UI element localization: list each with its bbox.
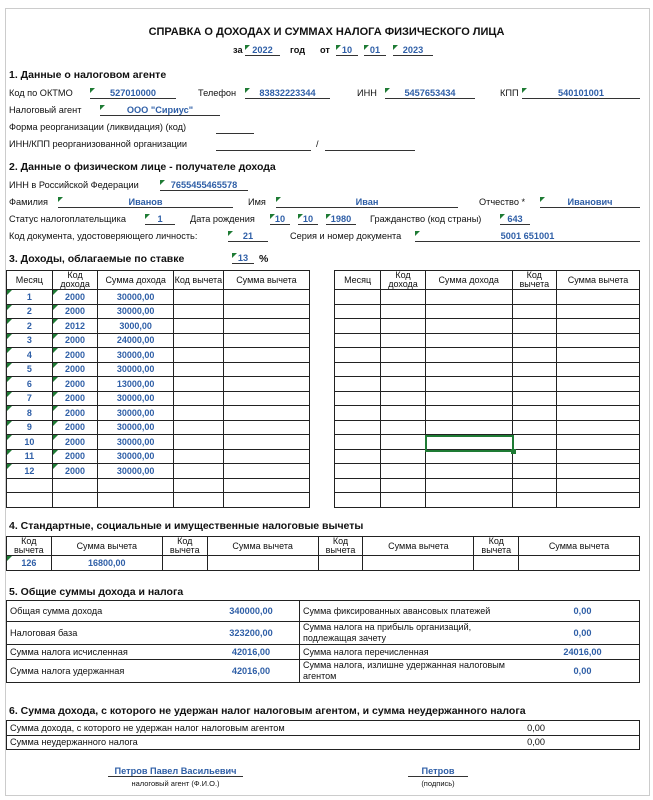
deduction-code-cell[interactable]: [173, 290, 223, 305]
deduction-sum-cell[interactable]: [557, 333, 640, 348]
income-sum-cell[interactable]: 3000,00: [98, 319, 173, 334]
total-left-label: Налоговая база: [7, 622, 204, 645]
section5-title: 5. Общие суммы дохода и налога: [9, 586, 184, 598]
income-code-cell[interactable]: [381, 478, 425, 493]
deduction-sum-cell[interactable]: [223, 304, 309, 319]
income-row: [7, 333, 310, 348]
income-row: [335, 333, 640, 348]
document-title: СПРАВКА О ДОХОДАХ И СУММАХ НАЛОГА ФИЗИЧЕСКОГО ЛИЦА: [148, 26, 505, 38]
total-left-value[interactable]: 340000,00: [203, 601, 300, 622]
deduction-code-cell[interactable]: [173, 464, 223, 479]
income-code-cell[interactable]: [381, 348, 425, 363]
income-sum-cell[interactable]: [425, 464, 512, 479]
income-sum-cell[interactable]: 30000,00: [98, 420, 173, 435]
deduction-sum-cell[interactable]: [223, 464, 309, 479]
income-row: [335, 391, 640, 406]
deduction-code-cell[interactable]: [173, 449, 223, 464]
year-suffix: год: [290, 45, 306, 55]
total-right-label: Сумма налога на прибыль организаций, подлежащая зачету: [300, 622, 527, 645]
income-row: [335, 290, 640, 305]
income-row: [335, 420, 640, 435]
date-month-field[interactable]: 01: [364, 45, 386, 56]
patronymic-field[interactable]: Иванович: [540, 197, 640, 208]
income-sum-cell[interactable]: 30000,00: [98, 406, 173, 421]
deduction-code-cell[interactable]: [512, 435, 556, 450]
deduction-code-cell[interactable]: [512, 391, 556, 406]
col-deduction-sum: Сумма вычета: [51, 537, 162, 556]
deduction-sum-cell[interactable]: [223, 333, 309, 348]
col-deduction-code: Код вычета: [512, 271, 556, 290]
income-row: [335, 406, 640, 421]
month-cell[interactable]: [335, 304, 381, 319]
agent-name-field[interactable]: Петров Павел Васильевич: [108, 766, 243, 777]
month-cell[interactable]: 12: [7, 464, 53, 479]
month-cell[interactable]: 5: [7, 362, 53, 377]
income-row: [335, 348, 640, 363]
income-row: [7, 420, 310, 435]
deductions-row: [7, 556, 640, 571]
income-row: [7, 493, 310, 508]
income-row: [7, 377, 310, 392]
phone-label: Телефон: [198, 88, 237, 98]
income-code-cell[interactable]: 2000: [52, 406, 98, 421]
income-code-cell[interactable]: [381, 362, 425, 377]
month-cell[interactable]: [335, 435, 381, 450]
person-inn-label: ИНН в Российской Федерации: [9, 180, 139, 190]
deduction-code-cell[interactable]: [512, 449, 556, 464]
reorg-form-label: Форма реорганизации (ликвидация) (код): [9, 122, 187, 132]
income-code-cell[interactable]: [52, 493, 98, 508]
month-cell[interactable]: [7, 478, 53, 493]
deduction-code-cell[interactable]: [512, 333, 556, 348]
deduction-sum-cell[interactable]: [557, 478, 640, 493]
totals-row: [7, 645, 640, 660]
income-sum-cell[interactable]: [98, 478, 173, 493]
unwithheld-tax-value[interactable]: 0,00: [333, 735, 640, 750]
month-cell[interactable]: [7, 493, 53, 508]
income-code-cell[interactable]: 2000: [52, 333, 98, 348]
oktmo-label: Код по ОКТМО: [9, 88, 73, 98]
name-label: Имя: [248, 197, 266, 207]
unwithheld-row: [7, 735, 640, 750]
income-row: [7, 319, 310, 334]
income-code-cell[interactable]: 2000: [52, 348, 98, 363]
kpp-label: КПП: [500, 88, 519, 98]
deduction-sum-cell[interactable]: [557, 377, 640, 392]
tax-rate-field[interactable]: 13: [232, 253, 254, 264]
signature-field[interactable]: Петров: [408, 766, 468, 777]
deduction-code-cell[interactable]: [173, 304, 223, 319]
total-right-value[interactable]: 0,00: [526, 660, 640, 683]
deductions-table: [6, 536, 640, 571]
income-sum-cell[interactable]: [425, 478, 512, 493]
section2-title: 2. Данные о физическом лице - получателе дохода: [9, 161, 276, 173]
income-code-cell[interactable]: [381, 493, 425, 508]
income-sum-cell[interactable]: [425, 333, 512, 348]
month-cell[interactable]: [335, 406, 381, 421]
deduction-code-cell[interactable]: [512, 478, 556, 493]
income-sum-cell[interactable]: [98, 493, 173, 508]
income-row: [7, 290, 310, 305]
income-sum-cell[interactable]: [425, 362, 512, 377]
deduction-sum-cell[interactable]: [557, 420, 640, 435]
income-code-cell[interactable]: 2000: [52, 377, 98, 392]
totals-table: [6, 600, 640, 683]
empty-cell[interactable]: [519, 556, 640, 571]
deduction-code-cell[interactable]: [173, 435, 223, 450]
income-code-cell[interactable]: [381, 391, 425, 406]
income-sum-cell[interactable]: [425, 406, 512, 421]
signature-caption: (подпись): [421, 779, 455, 788]
income-row: [7, 348, 310, 363]
deduction-sum-cell[interactable]: [557, 493, 640, 508]
income-code-cell[interactable]: [381, 377, 425, 392]
income-code-cell[interactable]: [381, 406, 425, 421]
oktmo-field[interactable]: 527010000: [90, 88, 176, 99]
reorg-slash: /: [316, 139, 319, 149]
income-row: [7, 435, 310, 450]
income-sum-cell[interactable]: 24000,00: [98, 333, 173, 348]
surname-label: Фамилия: [9, 197, 49, 207]
col-deduction-sum: Сумма вычета: [519, 537, 640, 556]
status-label: Статус налогоплательщика: [9, 214, 126, 224]
total-right-label: Сумма фиксированных авансовых платежей: [300, 601, 527, 622]
income-row: [7, 478, 310, 493]
month-cell[interactable]: 6: [7, 377, 53, 392]
birth-month-field[interactable]: 10: [298, 214, 318, 225]
income-row: [335, 304, 640, 319]
income-row: [7, 464, 310, 479]
month-cell[interactable]: 4: [7, 348, 53, 363]
income-sum-cell[interactable]: 30000,00: [98, 348, 173, 363]
deduction-code-cell[interactable]: [512, 464, 556, 479]
col-deduction-code: Код вычета: [474, 537, 519, 556]
col-income-sum: Сумма дохода: [98, 271, 173, 290]
deduction-sum-cell[interactable]: [223, 348, 309, 363]
deduction-sum-cell[interactable]: [223, 493, 309, 508]
citizenship-field[interactable]: 643: [500, 214, 530, 225]
income-code-cell[interactable]: 2000: [52, 464, 98, 479]
income-row: [335, 377, 640, 392]
month-cell[interactable]: 9: [7, 420, 53, 435]
income-code-cell[interactable]: [381, 464, 425, 479]
income-sum-cell[interactable]: 30000,00: [98, 464, 173, 479]
income-row: [335, 319, 640, 334]
deduction-sum-cell[interactable]: 16800,00: [51, 556, 162, 571]
deduction-sum-cell[interactable]: [557, 319, 640, 334]
deduction-sum-cell[interactable]: [223, 449, 309, 464]
total-left-label: Сумма налога удержанная: [7, 660, 204, 683]
income-row: [335, 478, 640, 493]
month-cell[interactable]: 7: [7, 391, 53, 406]
income-code-cell[interactable]: [381, 319, 425, 334]
income-code-cell[interactable]: 2000: [52, 290, 98, 305]
month-cell[interactable]: [335, 377, 381, 392]
income-row: [7, 362, 310, 377]
birth-label: Дата рождения: [190, 214, 255, 224]
income-sum-cell[interactable]: 30000,00: [98, 362, 173, 377]
deduction-code-cell[interactable]: [512, 319, 556, 334]
section6-title: 6. Сумма дохода, с которого не удержан налог налоговым агентом, и сумма неудержанного налога: [9, 705, 526, 717]
deduction-sum-cell[interactable]: [223, 478, 309, 493]
agent-name-caption: налоговый агент (Ф.И.О.): [131, 779, 220, 788]
income-sum-cell[interactable]: [425, 319, 512, 334]
month-cell[interactable]: [335, 391, 381, 406]
deduction-sum-cell[interactable]: [557, 362, 640, 377]
year-label: за: [233, 45, 243, 55]
col-deduction-sum: Сумма вычета: [363, 537, 474, 556]
date-label: от: [320, 45, 330, 55]
col-deduction-sum: Сумма вычета: [207, 537, 318, 556]
deduction-code-cell[interactable]: [512, 377, 556, 392]
deduction-code-cell[interactable]: [512, 406, 556, 421]
income-table-left: [6, 270, 310, 508]
col-deduction-sum: Сумма вычета: [557, 271, 640, 290]
income-sum-cell[interactable]: [425, 348, 512, 363]
deduction-code-cell[interactable]: [512, 493, 556, 508]
income-row: [7, 406, 310, 421]
unwithheld-income-value[interactable]: 0,00: [333, 721, 640, 736]
income-code-cell[interactable]: [381, 333, 425, 348]
deduction-code-cell[interactable]: [173, 391, 223, 406]
income-code-cell[interactable]: [381, 435, 425, 450]
date-year-field[interactable]: 2023: [393, 45, 433, 56]
deduction-sum-cell[interactable]: [557, 464, 640, 479]
deduction-sum-cell[interactable]: [557, 290, 640, 305]
income-code-cell[interactable]: 2000: [52, 449, 98, 464]
empty-cell[interactable]: [318, 556, 363, 571]
income-code-cell[interactable]: [52, 478, 98, 493]
income-sum-cell[interactable]: 30000,00: [98, 449, 173, 464]
month-cell[interactable]: 2: [7, 319, 53, 334]
col-deduction-code: Код вычета: [173, 271, 223, 290]
income-sum-cell[interactable]: [425, 493, 512, 508]
col-deduction-code: Код вычета: [7, 537, 52, 556]
income-table-right: [334, 270, 640, 508]
month-cell[interactable]: [335, 464, 381, 479]
surname-field[interactable]: Иванов: [58, 197, 233, 208]
deduction-sum-cell[interactable]: [557, 304, 640, 319]
agent-inn-field[interactable]: 5457653434: [385, 88, 475, 99]
empty-cell[interactable]: [207, 556, 318, 571]
deduction-sum-cell[interactable]: [223, 362, 309, 377]
col-month: Месяц: [7, 271, 53, 290]
col-deduction-code: Код вычета: [162, 537, 207, 556]
col-deduction-sum: Сумма вычета: [223, 271, 309, 290]
income-sum-cell[interactable]: [425, 290, 512, 305]
person-inn-field[interactable]: 7655455465578: [160, 180, 248, 191]
month-cell[interactable]: 11: [7, 449, 53, 464]
income-code-cell[interactable]: 2012: [52, 319, 98, 334]
total-left-label: Сумма налога исчисленная: [7, 645, 204, 660]
income-code-cell[interactable]: 2000: [52, 391, 98, 406]
unwithheld-table: [6, 720, 640, 750]
deductions-header-row: [7, 537, 640, 556]
empty-cell[interactable]: [162, 556, 207, 571]
month-cell[interactable]: 3: [7, 333, 53, 348]
income-code-cell[interactable]: 2000: [52, 362, 98, 377]
selected-cell-cursor[interactable]: [425, 435, 514, 452]
income-sum-cell[interactable]: [425, 377, 512, 392]
deduction-sum-cell[interactable]: [223, 406, 309, 421]
totals-row: [7, 660, 640, 683]
totals-row: [7, 601, 640, 622]
deduction-code-cell[interactable]: [173, 478, 223, 493]
deduction-sum-cell[interactable]: [557, 348, 640, 363]
total-right-label: Сумма налога перечисленная: [300, 645, 527, 660]
birth-year-field[interactable]: 1980: [326, 214, 356, 225]
income-sum-cell[interactable]: 30000,00: [98, 290, 173, 305]
income-row: [335, 493, 640, 508]
year-field[interactable]: 2022: [245, 45, 280, 56]
income-row: [7, 391, 310, 406]
deduction-sum-cell[interactable]: [223, 319, 309, 334]
month-cell[interactable]: 8: [7, 406, 53, 421]
income-sum-cell[interactable]: 30000,00: [98, 435, 173, 450]
income-code-cell[interactable]: 2000: [52, 304, 98, 319]
deduction-sum-cell[interactable]: [223, 290, 309, 305]
agent-field[interactable]: ООО "Сириус": [100, 105, 220, 116]
unwithheld-tax-label: Сумма неудержанного налога: [7, 735, 334, 750]
deduction-sum-cell[interactable]: [223, 377, 309, 392]
citizenship-label: Гражданство (код страны): [370, 214, 482, 224]
reorg-inn-label: ИНН/КПП реорганизованной организации: [9, 139, 188, 149]
income-code-cell[interactable]: [381, 449, 425, 464]
month-cell[interactable]: [335, 493, 381, 508]
doc-series-field[interactable]: 5001 651001: [415, 231, 640, 242]
month-cell[interactable]: 10: [7, 435, 53, 450]
income-code-cell[interactable]: 2000: [52, 420, 98, 435]
month-cell[interactable]: [335, 348, 381, 363]
total-right-label: Сумма налога, излишне удержанная налоговым агентом: [300, 660, 527, 683]
income-sum-cell[interactable]: 30000,00: [98, 391, 173, 406]
month-cell[interactable]: 2: [7, 304, 53, 319]
total-right-value[interactable]: 0,00: [526, 601, 640, 622]
income-sum-cell[interactable]: 30000,00: [98, 304, 173, 319]
name-field[interactable]: Иван: [276, 197, 458, 208]
status-field[interactable]: 1: [145, 214, 175, 225]
month-cell[interactable]: [335, 319, 381, 334]
total-left-value[interactable]: 42016,00: [203, 645, 300, 660]
doc-code-field[interactable]: 21: [228, 231, 268, 242]
deduction-sum-cell[interactable]: [223, 391, 309, 406]
reorg-kpp-field[interactable]: [325, 139, 415, 151]
unwithheld-income-label: Сумма дохода, с которого не удержан налог налоговым агентом: [7, 721, 334, 736]
month-cell[interactable]: [335, 362, 381, 377]
month-cell[interactable]: 1: [7, 290, 53, 305]
income-sum-cell[interactable]: [425, 391, 512, 406]
deduction-code-cell[interactable]: [512, 420, 556, 435]
section3-title: 3. Доходы, облагаемые по ставке: [9, 253, 185, 265]
deduction-code-cell[interactable]: [512, 362, 556, 377]
income-header-row: [7, 271, 310, 290]
deduction-sum-cell[interactable]: [557, 449, 640, 464]
kpp-field[interactable]: 540101001: [522, 88, 640, 99]
month-cell[interactable]: [335, 478, 381, 493]
deduction-code-cell[interactable]: [512, 348, 556, 363]
deduction-code-cell[interactable]: [512, 290, 556, 305]
unwithheld-row: [7, 721, 640, 736]
month-cell[interactable]: [335, 449, 381, 464]
totals-row: [7, 622, 640, 645]
deduction-sum-cell[interactable]: [557, 391, 640, 406]
agent-inn-label: ИНН: [357, 88, 377, 98]
col-income-code: Код дохода: [52, 271, 98, 290]
deduction-code-cell[interactable]: [173, 333, 223, 348]
deduction-sum-cell[interactable]: [557, 435, 640, 450]
phone-field[interactable]: 83832223344: [245, 88, 330, 99]
percent-sign: %: [259, 253, 269, 265]
income-row: [7, 449, 310, 464]
deduction-sum-cell[interactable]: [557, 406, 640, 421]
total-left-value[interactable]: 42016,00: [203, 660, 300, 683]
total-left-value[interactable]: 323200,00: [203, 622, 300, 645]
income-code-cell[interactable]: [381, 290, 425, 305]
total-right-value[interactable]: 24016,00: [526, 645, 640, 660]
income-code-cell[interactable]: [381, 304, 425, 319]
total-left-label: Общая сумма дохода: [7, 601, 204, 622]
empty-cell[interactable]: [474, 556, 519, 571]
month-cell[interactable]: [335, 290, 381, 305]
date-day-field[interactable]: 10: [336, 45, 358, 56]
doc-code-label: Код документа, удостоверяющего личность:: [9, 231, 198, 241]
month-cell[interactable]: [335, 420, 381, 435]
deduction-code-cell[interactable]: [173, 319, 223, 334]
income-row: [335, 362, 640, 377]
reorg-inn-field[interactable]: [216, 139, 311, 151]
deduction-sum-cell[interactable]: [223, 420, 309, 435]
col-income-code: Код дохода: [381, 271, 425, 290]
birth-day-field[interactable]: 10: [270, 214, 290, 225]
income-code-cell[interactable]: [381, 420, 425, 435]
deduction-code-cell[interactable]: [173, 406, 223, 421]
col-income-sum: Сумма дохода: [425, 271, 512, 290]
col-deduction-code: Код вычета: [318, 537, 363, 556]
total-right-value[interactable]: 0,00: [526, 622, 640, 645]
patronymic-label: Отчество *: [479, 197, 526, 207]
income-row: [335, 464, 640, 479]
deduction-code-cell[interactable]: [173, 348, 223, 363]
income-header-row: [335, 271, 640, 290]
deduction-sum-cell[interactable]: [223, 435, 309, 450]
deduction-code-cell[interactable]: [173, 493, 223, 508]
section1-title: 1. Данные о налоговом агенте: [9, 69, 167, 81]
empty-cell[interactable]: [363, 556, 474, 571]
deduction-code-cell[interactable]: 126: [7, 556, 52, 571]
income-code-cell[interactable]: 2000: [52, 435, 98, 450]
income-sum-cell[interactable]: [425, 420, 512, 435]
col-month: Месяц: [335, 271, 381, 290]
section4-title: 4. Стандартные, социальные и имущественные налоговые вычеты: [9, 520, 364, 532]
doc-series-label: Серия и номер документа: [290, 231, 402, 241]
income-sum-cell[interactable]: [425, 304, 512, 319]
income-row: [7, 304, 310, 319]
deduction-code-cell[interactable]: [173, 420, 223, 435]
agent-label: Налоговый агент: [9, 105, 82, 115]
deduction-code-cell[interactable]: [173, 377, 223, 392]
month-cell[interactable]: [335, 333, 381, 348]
reorg-form-field[interactable]: [216, 122, 254, 134]
deduction-code-cell[interactable]: [512, 304, 556, 319]
income-sum-cell[interactable]: 13000,00: [98, 377, 173, 392]
deduction-code-cell[interactable]: [173, 362, 223, 377]
